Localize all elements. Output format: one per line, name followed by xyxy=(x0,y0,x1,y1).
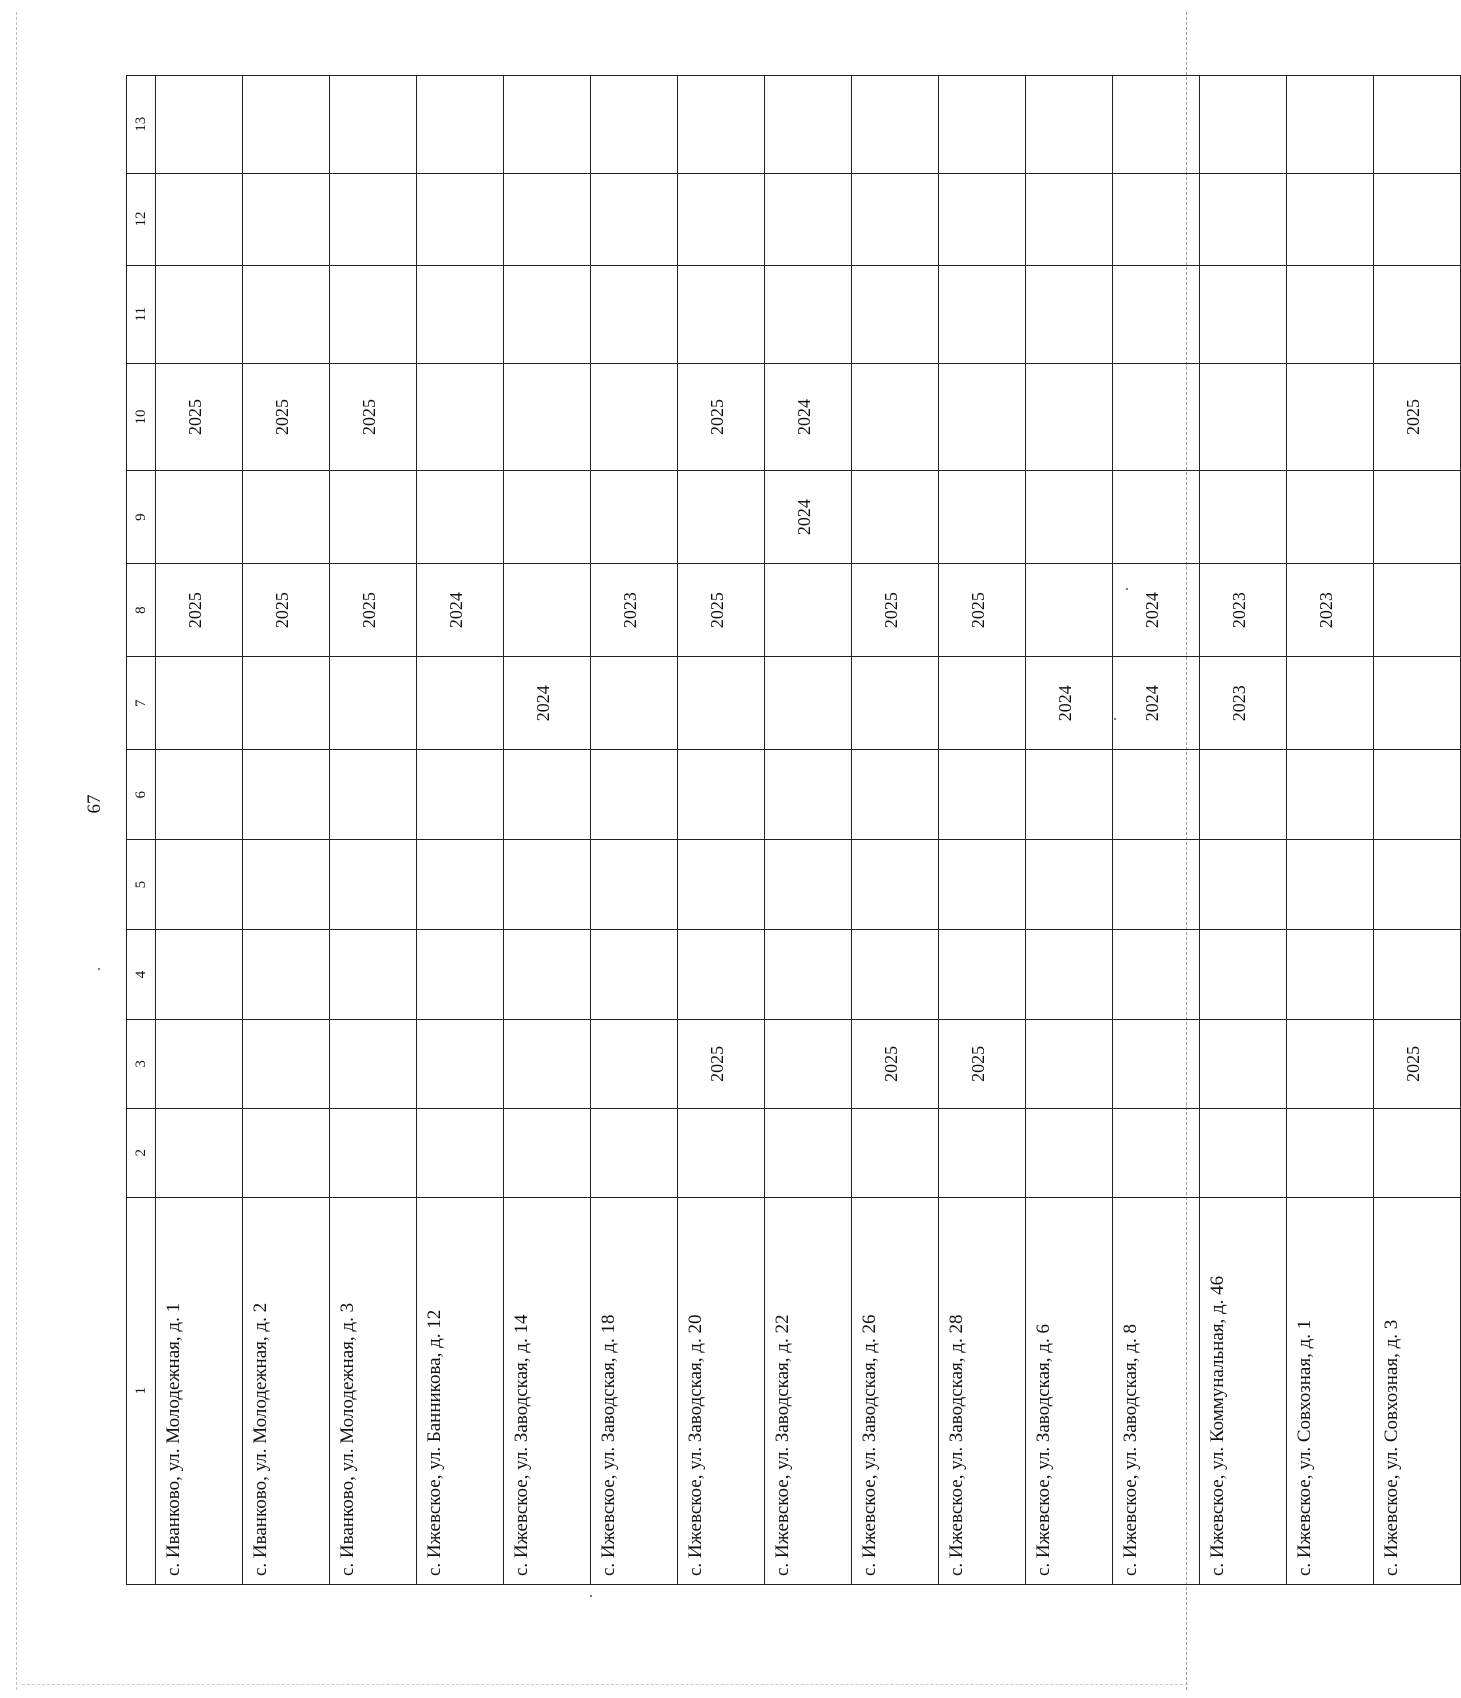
year-cell: 2025 xyxy=(1374,1019,1461,1108)
year-cell xyxy=(591,173,678,265)
year-cell xyxy=(1374,1108,1461,1197)
year-cell xyxy=(852,930,939,1020)
year-cell: 2023 xyxy=(591,564,678,657)
address-cell: с. Ижевское, ул. Совхозная, д. 3 xyxy=(1374,1197,1461,1584)
year-cell xyxy=(330,1108,417,1197)
year-cell: 2023 xyxy=(1200,564,1287,657)
year-cell: 2025 xyxy=(939,564,1026,657)
year-cell xyxy=(765,657,852,750)
year-cell xyxy=(504,173,591,265)
address-cell: с. Иванково, ул. Молодежная, д. 2 xyxy=(243,1197,330,1584)
year-cell xyxy=(417,364,504,471)
year-cell: 2024 xyxy=(765,471,852,564)
year-cell xyxy=(504,1019,591,1108)
address-cell: с. Ижевское, ул. Заводская, д. 18 xyxy=(591,1197,678,1584)
address-cell: с. Иванково, ул. Молодежная, д. 1 xyxy=(156,1197,243,1584)
year-cell xyxy=(591,265,678,363)
year-cell xyxy=(1200,76,1287,174)
year-cell xyxy=(678,173,765,265)
year-cell xyxy=(243,173,330,265)
year-cell xyxy=(417,76,504,174)
year-cell xyxy=(1113,76,1200,174)
year-cell: 2025 xyxy=(939,1019,1026,1108)
year-cell xyxy=(678,471,765,564)
scan-speck xyxy=(98,968,100,970)
year-cell xyxy=(1374,840,1461,930)
year-cell xyxy=(243,1108,330,1197)
year-cell xyxy=(1026,564,1113,657)
table-row xyxy=(1287,76,1374,1585)
year-cell xyxy=(591,364,678,471)
year-cell xyxy=(765,750,852,840)
address-cell: с. Ижевское, ул. Заводская, д. 6 xyxy=(1026,1197,1113,1584)
year-cell xyxy=(1287,750,1374,840)
scan-edge-left xyxy=(16,12,17,1690)
year-cell xyxy=(1287,265,1374,363)
year-cell xyxy=(156,840,243,930)
year-cell xyxy=(1113,265,1200,363)
year-cell: 2024 xyxy=(765,364,852,471)
year-cell xyxy=(939,173,1026,265)
year-cell xyxy=(243,750,330,840)
year-cell xyxy=(243,657,330,750)
year-cell xyxy=(330,657,417,750)
year-cell xyxy=(1200,471,1287,564)
address-cell: с. Ижевское, ул. Заводская, д. 14 xyxy=(504,1197,591,1584)
column-number: 2 xyxy=(127,1108,156,1197)
year-cell xyxy=(1374,471,1461,564)
year-cell xyxy=(852,76,939,174)
year-cell xyxy=(852,750,939,840)
year-cell xyxy=(504,76,591,174)
year-cell xyxy=(1374,265,1461,363)
year-cell xyxy=(243,471,330,564)
table-row xyxy=(591,76,678,1585)
year-cell: 2025 xyxy=(156,564,243,657)
year-cell xyxy=(504,750,591,840)
year-cell xyxy=(1026,1108,1113,1197)
table-row xyxy=(939,76,1026,1585)
year-cell: 2025 xyxy=(243,364,330,471)
address-cell: с. Ижевское, ул. Заводская, д. 8 xyxy=(1113,1197,1200,1584)
year-cell: 2025 xyxy=(243,564,330,657)
year-cell xyxy=(156,471,243,564)
year-cell xyxy=(678,265,765,363)
table-row xyxy=(1374,76,1461,1585)
year-cell: 2024 xyxy=(1026,657,1113,750)
address-cell: с. Ижевское, ул. Коммунальная, д. 46 xyxy=(1200,1197,1287,1584)
year-cell xyxy=(1287,1108,1374,1197)
year-cell xyxy=(417,1108,504,1197)
year-cell xyxy=(852,173,939,265)
year-cell xyxy=(330,930,417,1020)
year-cell xyxy=(1113,750,1200,840)
year-cell xyxy=(1287,840,1374,930)
table-row xyxy=(765,76,852,1585)
year-cell xyxy=(417,750,504,840)
table-row xyxy=(156,76,243,1585)
year-cell xyxy=(939,657,1026,750)
year-cell xyxy=(417,265,504,363)
year-cell xyxy=(504,930,591,1020)
address-cell: с. Ижевское, ул. Заводская, д. 28 xyxy=(939,1197,1026,1584)
year-cell xyxy=(1374,173,1461,265)
year-cell xyxy=(939,364,1026,471)
year-cell xyxy=(156,1108,243,1197)
year-cell xyxy=(1287,1019,1374,1108)
table-row xyxy=(1113,76,1200,1585)
year-cell xyxy=(765,1019,852,1108)
year-cell: 2025 xyxy=(156,364,243,471)
year-cell xyxy=(678,750,765,840)
scan-speck xyxy=(1114,718,1116,720)
year-cell xyxy=(939,76,1026,174)
year-cell xyxy=(243,265,330,363)
column-number: 7 xyxy=(127,657,156,750)
year-cell xyxy=(591,750,678,840)
year-cell xyxy=(939,265,1026,363)
year-cell xyxy=(852,657,939,750)
year-cell xyxy=(1200,1108,1287,1197)
year-cell xyxy=(417,657,504,750)
table-row xyxy=(243,76,330,1585)
table-row xyxy=(417,76,504,1585)
year-cell xyxy=(1200,1019,1287,1108)
address-cell: с. Ижевское, ул. Заводская, д. 22 xyxy=(765,1197,852,1584)
year-cell xyxy=(939,930,1026,1020)
address-cell: с. Ижевское, ул. Заводская, д. 20 xyxy=(678,1197,765,1584)
table-row xyxy=(330,76,417,1585)
year-cell xyxy=(1287,657,1374,750)
year-cell xyxy=(156,657,243,750)
address-cell: с. Иванково, ул. Молодежная, д. 3 xyxy=(330,1197,417,1584)
year-cell xyxy=(591,76,678,174)
year-cell xyxy=(1026,265,1113,363)
year-cell xyxy=(1374,564,1461,657)
year-cell xyxy=(330,265,417,363)
table-row xyxy=(1200,76,1287,1585)
year-cell xyxy=(1026,750,1113,840)
year-cell xyxy=(939,750,1026,840)
column-number: 11 xyxy=(127,265,156,363)
year-cell xyxy=(1200,930,1287,1020)
year-cell xyxy=(504,564,591,657)
year-cell xyxy=(765,265,852,363)
year-cell xyxy=(1026,173,1113,265)
year-cell xyxy=(330,750,417,840)
year-cell xyxy=(765,173,852,265)
table-row xyxy=(1026,76,1113,1585)
year-cell xyxy=(1026,840,1113,930)
year-cell xyxy=(765,930,852,1020)
year-cell xyxy=(852,1108,939,1197)
year-cell xyxy=(330,76,417,174)
year-cell xyxy=(1113,840,1200,930)
year-cell xyxy=(330,471,417,564)
year-cell xyxy=(504,471,591,564)
year-cell xyxy=(939,840,1026,930)
year-cell xyxy=(417,471,504,564)
year-cell xyxy=(504,1108,591,1197)
year-cell xyxy=(852,364,939,471)
year-cell xyxy=(765,76,852,174)
year-cell xyxy=(504,265,591,363)
year-cell xyxy=(1026,364,1113,471)
year-cell: 2025 xyxy=(330,564,417,657)
year-cell xyxy=(1287,364,1374,471)
year-cell xyxy=(852,840,939,930)
year-cell: 2025 xyxy=(852,1019,939,1108)
year-cell xyxy=(243,1019,330,1108)
column-number: 10 xyxy=(127,364,156,471)
year-cell xyxy=(1287,173,1374,265)
year-cell xyxy=(765,564,852,657)
year-cell xyxy=(1026,1019,1113,1108)
rotated-table-container xyxy=(126,75,1423,1585)
year-cell: 2024 xyxy=(417,564,504,657)
year-cell: 2025 xyxy=(678,364,765,471)
address-cell: с. Ижевское, ул. Банникова, д. 12 xyxy=(417,1197,504,1584)
year-cell xyxy=(156,1019,243,1108)
year-cell: 2024 xyxy=(1113,564,1200,657)
scan-edge-bottom xyxy=(22,1684,1188,1685)
year-cell xyxy=(1287,930,1374,1020)
year-cell xyxy=(1374,750,1461,840)
year-cell: 2025 xyxy=(678,564,765,657)
year-cell: 2024 xyxy=(504,657,591,750)
year-cell xyxy=(1113,930,1200,1020)
year-cell xyxy=(1113,173,1200,265)
year-cell xyxy=(591,1108,678,1197)
year-cell xyxy=(243,930,330,1020)
year-cell xyxy=(852,471,939,564)
schedule-table xyxy=(126,75,1461,1585)
year-cell xyxy=(1374,657,1461,750)
year-cell: 2025 xyxy=(330,364,417,471)
year-cell xyxy=(678,657,765,750)
year-cell xyxy=(1287,76,1374,174)
year-cell xyxy=(330,840,417,930)
year-cell xyxy=(678,76,765,174)
scan-speck xyxy=(1126,588,1128,590)
year-cell xyxy=(1026,76,1113,174)
year-cell xyxy=(1200,173,1287,265)
year-cell xyxy=(156,930,243,1020)
year-cell xyxy=(1374,930,1461,1020)
page-number: 67 xyxy=(84,794,105,814)
year-cell xyxy=(1026,930,1113,1020)
year-cell xyxy=(156,750,243,840)
column-number: 5 xyxy=(127,840,156,930)
year-cell xyxy=(1113,364,1200,471)
year-cell xyxy=(591,840,678,930)
column-number: 9 xyxy=(127,471,156,564)
year-cell xyxy=(1287,471,1374,564)
year-cell xyxy=(939,1108,1026,1197)
year-cell xyxy=(1113,1019,1200,1108)
table-row xyxy=(678,76,765,1585)
year-cell xyxy=(1026,471,1113,564)
year-cell xyxy=(852,265,939,363)
year-cell: 2023 xyxy=(1287,564,1374,657)
year-cell xyxy=(678,1108,765,1197)
column-number: 12 xyxy=(127,173,156,265)
table-row xyxy=(852,76,939,1585)
year-cell xyxy=(330,1019,417,1108)
year-cell xyxy=(591,1019,678,1108)
year-cell xyxy=(243,76,330,174)
year-cell xyxy=(1113,1108,1200,1197)
year-cell xyxy=(1200,265,1287,363)
year-cell: 2024 xyxy=(1113,657,1200,750)
year-cell: 2023 xyxy=(1200,657,1287,750)
scan-speck xyxy=(590,1595,592,1597)
year-cell xyxy=(591,930,678,1020)
year-cell: 2025 xyxy=(678,1019,765,1108)
year-cell xyxy=(765,1108,852,1197)
year-cell xyxy=(678,840,765,930)
column-number: 3 xyxy=(127,1019,156,1108)
year-cell xyxy=(678,930,765,1020)
year-cell: 2025 xyxy=(852,564,939,657)
year-cell xyxy=(156,265,243,363)
column-number: 13 xyxy=(127,76,156,174)
year-cell xyxy=(504,364,591,471)
year-cell xyxy=(591,471,678,564)
year-cell xyxy=(417,930,504,1020)
year-cell xyxy=(1113,471,1200,564)
table-row xyxy=(504,76,591,1585)
address-cell: с. Ижевское, ул. Заводская, д. 26 xyxy=(852,1197,939,1584)
year-cell xyxy=(417,173,504,265)
column-number: 6 xyxy=(127,750,156,840)
year-cell xyxy=(417,840,504,930)
year-cell xyxy=(156,76,243,174)
year-cell xyxy=(591,657,678,750)
column-number: 8 xyxy=(127,564,156,657)
year-cell: 2025 xyxy=(1374,364,1461,471)
year-cell xyxy=(417,1019,504,1108)
address-cell: с. Ижевское, ул. Совхозная, д. 1 xyxy=(1287,1197,1374,1584)
year-cell xyxy=(1374,76,1461,174)
year-cell xyxy=(1200,364,1287,471)
column-number: 1 xyxy=(127,1197,156,1584)
column-number: 4 xyxy=(127,930,156,1020)
year-cell xyxy=(1200,750,1287,840)
year-cell xyxy=(939,471,1026,564)
year-cell xyxy=(330,173,417,265)
year-cell xyxy=(765,840,852,930)
year-cell xyxy=(504,840,591,930)
year-cell xyxy=(1200,840,1287,930)
year-cell xyxy=(243,840,330,930)
column-number-row xyxy=(127,76,156,1585)
year-cell xyxy=(156,173,243,265)
